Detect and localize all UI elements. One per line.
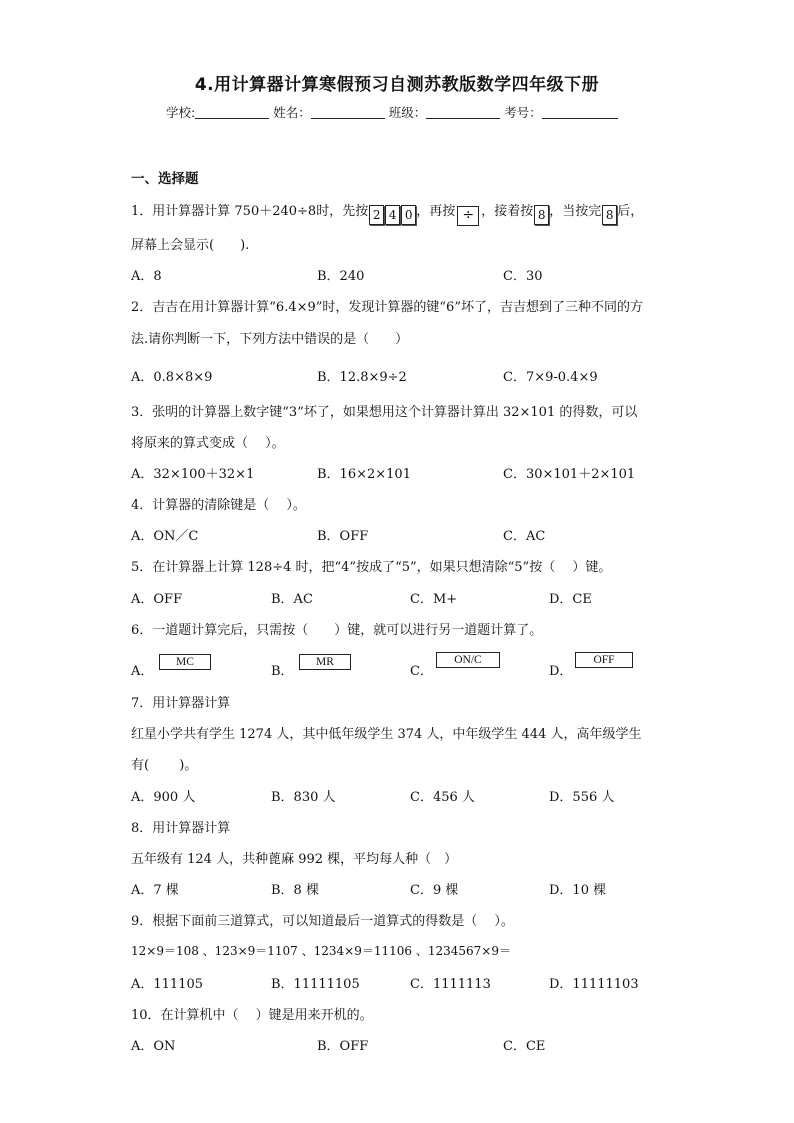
question-9-line-2: 12×9＝108 、123×9＝1107 、1234×9＝11106 、1234567×9＝ xyxy=(131,944,511,958)
q10-option-a[interactable]: A．ON xyxy=(131,1039,176,1054)
q8-option-b[interactable]: B．8 棵 xyxy=(271,883,319,898)
question-7-line-2: 红星小学共有学生 1274 人，其中低年级学生 374 人，中年级学生 444 人，高年级学生 xyxy=(131,727,642,742)
q2-option-a[interactable]: A．0.8×8×9 xyxy=(131,370,213,385)
question-4-line-1: 4．计算器的清除键是（ ）。 xyxy=(131,498,306,513)
q2-option-b[interactable]: B．12.8×9÷2 xyxy=(317,370,407,385)
school-blank[interactable] xyxy=(195,106,269,119)
page-title: 4.用计算器计算寒假预习自测苏教版数学四年级下册 xyxy=(194,75,600,95)
q5-option-a[interactable]: A．OFF xyxy=(131,592,183,607)
key-2: 2 xyxy=(369,205,384,225)
key-4: 4 xyxy=(385,205,400,225)
question-9-line-1: 9．根据下面前三道算式，可以知道最后一道算式的得数是（ ）。 xyxy=(131,914,514,929)
question-3-line-2: 将原来的算式变成（ ）。 xyxy=(131,436,285,451)
question-5-line-1: 5．在计算器上计算 128÷4 时，把“4”按成了“5”，如果只想清除“5”按（ ）键。 xyxy=(131,560,612,575)
q7-option-c[interactable]: C．456 人 xyxy=(410,790,475,805)
question-2-line-2: 法.请你判断一下，下列方法中错误的是（ ） xyxy=(131,332,409,347)
q9-option-c[interactable]: C．1111113 xyxy=(410,977,491,992)
name-blank[interactable] xyxy=(311,106,385,119)
question-1-text-b: ，再按 xyxy=(416,204,456,219)
q6-option-b-letter[interactable]: B． xyxy=(271,664,294,679)
q10-option-c[interactable]: C．CE xyxy=(503,1039,546,1054)
question-1-line-1 xyxy=(131,200,643,226)
section-title: 一、选择题 xyxy=(131,171,199,187)
key-8-second: 8 xyxy=(602,205,617,225)
q5-option-c[interactable]: C．M+ xyxy=(410,592,458,607)
q3-option-b[interactable]: B．16×2×101 xyxy=(317,467,411,482)
q1-option-b[interactable]: B．240 xyxy=(317,269,365,284)
question-8-line-1: 8．用计算器计算 xyxy=(131,821,231,836)
q4-option-a[interactable]: A．ON／C xyxy=(131,529,199,544)
q2-option-c[interactable]: C．7×9-0.4×9 xyxy=(503,370,598,385)
q7-option-a[interactable]: A．900 人 xyxy=(131,790,196,805)
q1-option-c[interactable]: C．30 xyxy=(503,269,543,284)
question-10-line-1: 10．在计算机中（ ）键是用来开机的。 xyxy=(131,1008,373,1023)
q9-option-a[interactable]: A．111105 xyxy=(131,977,204,992)
q7-option-d[interactable]: D．556 人 xyxy=(549,790,615,805)
q1-option-a[interactable]: A．8 xyxy=(131,269,162,284)
q3-option-c[interactable]: C．30×101＋2×101 xyxy=(503,467,636,482)
q9-option-b[interactable]: B．11111105 xyxy=(271,977,360,992)
exam-no-label: 考号： xyxy=(504,105,542,120)
student-info-row xyxy=(166,103,618,121)
class-label: 班级： xyxy=(388,105,427,120)
q5-option-b[interactable]: B．AC xyxy=(271,592,313,607)
question-1-text-e: 后， xyxy=(617,204,644,219)
key-divide: ÷ xyxy=(457,206,479,226)
q8-option-c[interactable]: C．9 棵 xyxy=(410,883,459,898)
question-1-text-c: ，接着按 xyxy=(481,204,534,219)
q8-option-a[interactable]: A．7 棵 xyxy=(131,883,179,898)
q4-option-c[interactable]: C．AC xyxy=(503,529,546,544)
mr-key-button[interactable]: MR xyxy=(299,654,351,670)
q5-option-d[interactable]: D．CE xyxy=(549,592,592,607)
q6-option-d-letter[interactable]: D． xyxy=(549,664,573,679)
question-7-line-1: 7．用计算器计算 xyxy=(131,696,231,711)
off-key-button[interactable]: OFF xyxy=(575,652,633,668)
question-3-line-1: 3．张明的计算器上数字键“3”坏了，如果想用这个计算器计算出 32×101 的得数，可以 xyxy=(131,405,638,420)
mc-key-button[interactable]: MC xyxy=(159,654,211,670)
question-1-line-2: 屏幕上会显示( ). xyxy=(131,238,250,253)
q10-option-b[interactable]: B．OFF xyxy=(317,1039,369,1054)
question-7-line-3: 有( )。 xyxy=(131,758,198,773)
q6-option-a-letter[interactable]: A． xyxy=(131,664,154,679)
question-1-text-d: ，当按完 xyxy=(549,204,602,219)
name-label: 姓名： xyxy=(273,105,311,120)
school-label: 学校: xyxy=(166,105,196,120)
key-8-first: 8 xyxy=(534,205,549,225)
q3-option-a[interactable]: A．32×100＋32×1 xyxy=(131,467,255,482)
q7-option-b[interactable]: B．830 人 xyxy=(271,790,336,805)
q9-option-d[interactable]: D．11111103 xyxy=(549,977,639,992)
q8-option-d[interactable]: D．10 棵 xyxy=(549,883,607,898)
question-6-line-1: 6．一道题计算完后，只需按（ ）键，就可以进行另一道题计算了。 xyxy=(131,623,543,638)
question-2-line-1: 2．吉吉在用计算器计算“6.4×9”时，发现计算器的键“6”坏了，吉吉想到了三种不同的方 xyxy=(131,300,643,315)
exam-no-blank[interactable] xyxy=(542,106,618,119)
q4-option-b[interactable]: B．OFF xyxy=(317,529,369,544)
on-c-key-button[interactable]: ON/C xyxy=(436,652,500,668)
question-1-text-a: 1．用计算器计算 750＋240÷8时，先按 xyxy=(131,204,369,219)
class-blank[interactable] xyxy=(426,106,500,119)
key-0: 0 xyxy=(401,205,416,225)
q6-option-c-letter[interactable]: C． xyxy=(410,664,433,679)
question-8-line-2: 五年级有 124 人，共种蓖麻 992 棵，平均每人种（ ） xyxy=(131,852,458,867)
